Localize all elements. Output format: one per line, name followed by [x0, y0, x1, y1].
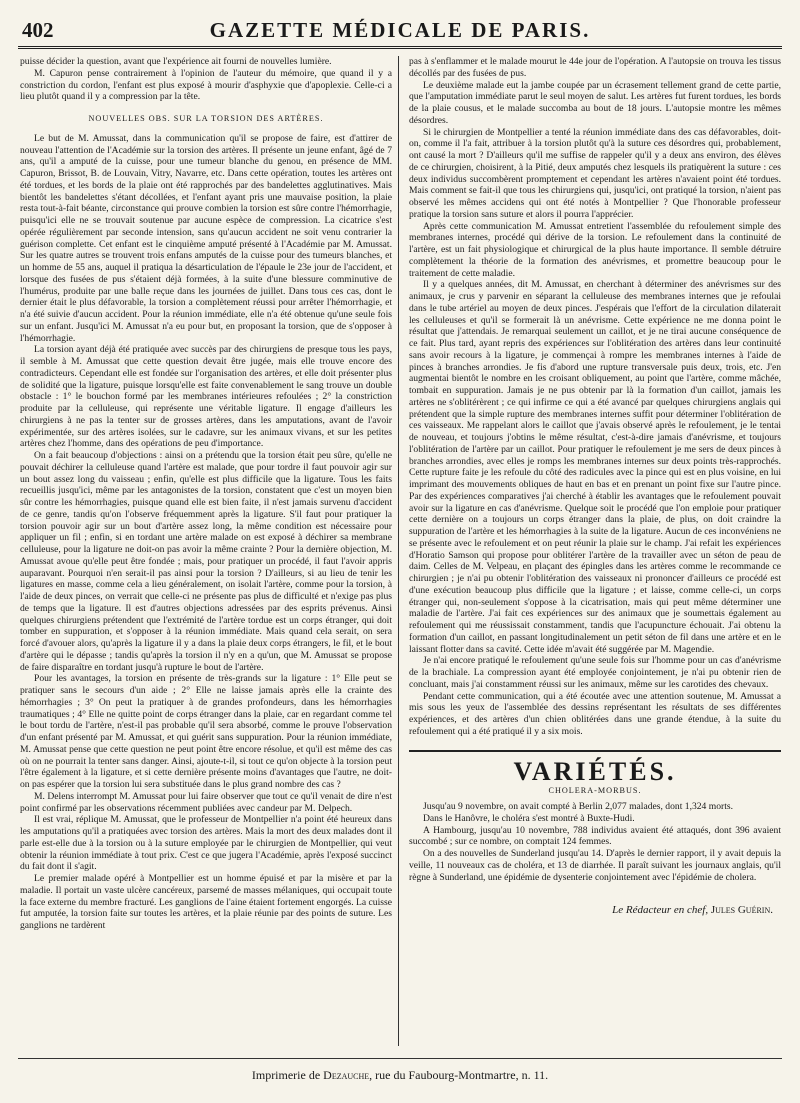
paragraph: Pour les avantages, la torsion en présente de très-grands sur la ligature : 1° Elle peut se pratiquer sans le secours d'un aide ; 2° Elle ne laisse jamais après elle la crainte des hémorrhagies ; 3° On peut la pratiquer à de grandes profondeurs, dans les hémorrhagies traumatiques ; 4° Elle ne quitte point de corps étranger dans la plaie, car en regardant comme tel le bout tordu de l'artère, n'est-il pas probable qu'il sera absorbé, comme le prouve l'observation d'un enfant présenté par M. Amussat, et qui guérit sans suppuration. Pour la réunion immédiate, M. Amussat pense que cette question ne peut point être encore résolue, et qu'il est même des cas où on ne pourrait la tenter sans danger. Ainsi, ajoute-t-il, si tout ce qu'on objecte à la torsion peut l'être également à la ligature, et si cette dernière présente moins d'avantages que l'autre, ne doit-on pas espérer que la torsion lui sera substituée dans le plus grand nombre des cas ?: [20, 673, 392, 790]
news-item: A Hambourg, jusqu'au 10 novembre, 788 individus avaient été attaqués, dont 396 avaient succombé ; sur ce nombre, on comptait 124 femmes.: [409, 824, 781, 848]
printer-footer: [0, 1068, 800, 1083]
editor-name: Jules Guérin.: [710, 904, 773, 917]
news-item: Dans le Hanôvre, le choléra s'est montré à Buxte-Hudi.: [423, 812, 635, 824]
paragraph: M. Delens interrompt M. Amussat pour lui faire observer que tout ce qu'il venait de dire n'est point confirmé par les observations récemment publiées avec candeur par M. Delpech.: [20, 790, 392, 814]
paragraph: Le but de M. Amussat, dans la communication qu'il se propose de faire, est d'attirer de nouveau l'attention de l'Académie sur la torsion des artères. Il présente un jeune enfant, âgé de 7 ans, qu'il a amputé de la cuisse, pour une tumeur blanche du genou, en présence de MM. Capuron, Brissot, B. de Louvain, Vitry, Navarre, etc. Dans cette opération, toutes les artères ont été tordues, et les bords de la plaie ont été rapprochés par des bandelettes agglutinatives. Mais bientôt les bandelettes s'étant décollées, et l'enfant ayant pris une mauvaise position, la plaie resta tout-à-fait béante, circonstance qui prouve combien la torsion est sûre contre l'hémorrhagie, puisqu'ici elle ne se trouvait soutenue par aucune espèce de compression. La cicatrice s'est opérée régulièrement par seconde intension, sans qu'aucun accident ne soit venu contrarier la guérison complette. Cet enfant est le cinquième amputé présenté à l'Académie par M. Amussat. Sur les quatre autres se trouvent trois enfans amputés de la cuisse pour des tumeurs blanches, et un homme de 55 ans, auquel il pratiqua la désarticulation de l'épaule le 23e jour de l'accident, et lorsque des fusées de pus s'étaient déjà formées, à la suite d'une blessure comminutive de l'humérus, produite par une balle reçue dans les journées de juillet. Dans tous ces cas, dont le dernier était le plus défavorable, la torsion a complètement réussi pour arrêter l'hémorrhagie, et n'a été suivie d'aucun accident. Pour la réunion immédiate, elle n'a été obtenue qu'une seule fois sur un enfant. Jusqu'ici M. Amussat n'a eu pour but, en proposant la torsion, que de s'opposer à l'hémorrhagie.: [20, 132, 392, 344]
paragraph: Pendant cette communication, qui a été écoutée avec une attention soutenue, M. Amussat a mis sous les yeux de l'assemblée des dessins représentant les résultats de ses différentes expériences, et des artères d'un chien oblitérées dans une grande étendue, à la suite du refoulement qui a été pratiqué il y a six mois.: [409, 690, 781, 737]
printer-address: , rue du Faubourg-Montmartre, n. 11.: [369, 1068, 549, 1082]
section-divider: [409, 750, 781, 752]
paragraph: Il y a quelques années, dit M. Amussat, en cherchant à déterminer des anévrismes sur des animaux, je crus y parvenir en séparant la celluleuse des membranes internes que je refoulai dans le tube artériel au moyen de deux pinces. J'espérais que l'effort de la circulation dilaterait les celluleuses et qu'il se formerait là un anévrisme. Cette expérience ne me donna point le résultat que j'attendais. Je remarquai seulement un caillot, et je ne tirai aucune conséquence de ce fait. Plus tard, ayant repris des expériences sur l'oblitération des artères dans leur continuité sans avoir recours à la ligature, je commençai à rompre les membranes internes à l'aide de pinces à branches arrondies. Je fis d'abord une rupture transversale puis deux, trois, etc. J'en augmentai bientôt le nombre en les croisant obliquement, au point que l'artère, comme mâchée, tombait en suppuration. Jamais je ne pus obtenir par là la formation d'un caillot, jamais les artères ne s'oblitérèrent ; ce qui infirme ce qui a été avancé par quelques chirurgiens anglais qui prétendent que la simple rupture des membranes internes suffit pour déterminer l'oblitération de ces vaisseaux. Me rappelant alors le caillot que j'avais observé après le refoulement, je le tentai de nouveau, et toujours j'obtins le même résultat, c'est-à-dire jamais d'anévrisme, et toujours l'oblitération de l'artère par un caillot. Pour pratiquer le refoulement je me sers de deux pinces à branches arrondies, avec elles je romps les membranes internes sur deux points très-rapprochés. Cette rupture faite je les refoule du côté des radicules avec la pince qui est en plus voisine, en lui imprimant des mouvements obliques de haut en bas et en prenant un point fixe sur l'autre pince. Par des expériences comparatives j'ai cherché à établir les avantages que le refoulement pouvait avoir sur la ligature en cas d'anévrisme. Quelque soit le procédé que l'on emploie pour pratiquer cette dernière on a toujours un corps étranger dans la plaie, de plus, on doit craindre la suppuration de l'artère et les hémorrhagies à la suite de la ligature. Aucun de ces inconvéniens ne se présente avec le refoulement et on peut réunir la plaie sur le champ. J'ai refait les expériences d'Horatio Samson qui propose pour oblitérer l'artère de la travailler avec un séton de peau de daim. Celles de M. Velpeau, en plaçant des épingles dans les artères comme le recommande ce chirurgien ; je n'ai pu obtenir l'oblitération des vaisseaux ni prononcer d'ailleurs ce procédé est d'une exécution beaucoup plus difficile que la ligature ; et laisse, comme celle-ci, un corps étranger qui, non-seulement s'oppose à la cicatrisation, mais qui peut même déterminer une maladie de l'artère. J'ai fait ces expériences sur des animaux que je soumettais également au refoulement qui me réussissait constamment, tandis que l'acupuncture échouait. J'ai obtenu la formation d'un caillot, en passant longitudinalement un petit séton de fil dans une artère et en le laissant flotter dans sa cavité. Cette idée m'avait été suggérée par M. Magendie.: [409, 279, 781, 655]
footer-prefix: Imprimerie de: [251, 1068, 321, 1082]
page-header: [18, 14, 782, 49]
page-number: 402: [22, 18, 54, 42]
paragraph: Le deuxième malade eut la jambe coupée par un écrasement tellement grand de cette partie, que l'amputation immédiate parut le seul moyen de salut. Les artères fut furent tordues, les bords de la plaie cousus, et le malade succomba au bout de 18 jours. L'autopsie montre les mêmes désordres.: [409, 79, 781, 126]
paragraph: Je n'ai encore pratiqué le refoulement qu'une seule fois sur l'homme pour un cas d'anévrisme de la brachiale. La compression ayant été employée conjointement, je n'ai pu obtenir rien de concluant, mais j'ai constamment réussi sur les animaux, même sur les carotides des chevaux.: [409, 655, 781, 690]
footer-divider: [18, 1058, 782, 1059]
paragraph: M. Capuron pense contrairement à l'opinion de l'auteur du mémoire, que quand il y a constriction du cordon, l'enfant est plus exposé à mourir d'asphyxie que d'apoplexie. Celle-ci a lieu plutôt quand il y a compression par la tête.: [20, 67, 392, 103]
editor-prefix: Le Rédacteur en chef,: [612, 904, 709, 917]
right-column: [409, 56, 781, 1046]
cholera-subheading: CHOLERA-MORBUS.: [548, 786, 642, 796]
paragraph: Le premier malade opéré à Montpellier est un homme épuisé et par la misère et par la maladie. Il portait un vaste ulcère cancéreux, parsemé de masses mélaniques, qui occupait toute la face externe du membre fracturé. Les ganglions de l'aine étaient fortement engorgés. La cuisse fut amputée, la torsion faite sur toutes les artères, et la plaie réunie par des points de suture. Les ganglions ne tardèrent: [20, 873, 392, 931]
column-divider: [398, 56, 399, 1046]
paragraph: On a fait beaucoup d'objections : ainsi on a prétendu que la torsion était peu sûre, qu'elle ne pouvait déchirer la celluleuse quand l'artère est malade, que pour tordre il faut pouvoir agir sur un bout assez long du vaisseau ; enfin, qu'elle est plus difficile que la ligature. Tous les faits recueillis jusqu'ici, même par les antagonistes de la torsion, constatent que c'est un moyen bien sûr contre les hémorrhagies, puisque quand elle est bien faite, il n'est jamais survenu d'accident de ce genre, tandis qu'on l'observe fréquemment après la ligature. S'il faut pour pratiquer la torsion pouvoir agir sur un bout d'artère assez long, la même condition est nécessaire pour appliquer un fil ; enfin, si en tordant une artère malade on est exposé à déchirer sa membrane celluleuse, pour la ligature ne doit-on pas avoir la même crainte ? Pour la dernière objection, M. Amussat avoue qu'elle peut être fondée ; mais, pour pratiquer un procédé, il faut l'avoir appris auparavant. Pourquoi n'en serait-il pas ainsi pour la torsion ? D'ailleurs, si au lieu de tenir les ligatures en masse, comme cela a lieu généralement, on isolait l'artère, comme pour la torsion, à l'aide de deux pinces, on verrait que celle-ci ne présente pas plus de difficulté et n'exige pas plus de temps que la ligature. Il est d'autres objections adressées par des esprits prévenus. Ainsi quelques chirurgiens prétendent que l'extrémité de l'artère tordue est un corps étranger, qui doit tomber en suppuration, et s'opposer à la réunion immédiate. Mais quand cela serait, on sera forcé d'avouer alors, qu'après la ligature il y a dans la plaie deux corps étrangers, le fil, et le bout d'artère qui le dépasse ; tandis qu'après la torsion il n'y en a qu'un, que M. Amussat se propose de faire disparaître en tordant jusqu'à rupture le bout de l'artère.: [20, 450, 392, 673]
paragraph: puisse décider la question, avant que l'expérience ait fourni de nouvelles lumière.: [20, 56, 332, 67]
news-item: On a des nouvelles de Sunderland jusqu'au 14. D'après le dernier rapport, il y avait depuis la veille, 11 nouveaux cas de choléra, et 13 de diarrhée. Il paraît suivant les journaux anglais, qu'il règne à Sunderland, une épidémie de dysenterie conjointement avec l'épidémie de cholera.: [409, 848, 781, 883]
section-heading: NOUVELLES OBS. SUR LA TORSION DES ARTÈRES.: [88, 114, 324, 123]
editor-signature: [409, 905, 781, 917]
left-column: [20, 56, 392, 1046]
printer-name: Dezauche: [323, 1068, 370, 1082]
paragraph: Après cette communication M. Amussat entretient l'assemblée du refoulement simple des membranes internes, procédé qui dérive de la torsion. Le refoulement dans la continuité de l'artère, est un fait physiologique et chirurgical de la plus haute importance. Il semble détruire complètement la théorie de la formation des anévrismes, et promettre beaucoup pour le traitement de cette maladie.: [409, 220, 781, 279]
varietes-title: VARIÉTÉS.: [513, 756, 677, 786]
paragraph: La torsion ayant déjà été pratiquée avec succès par des chirurgiens de presque tous les pays, il semble à M. Amussat que cette question devait être jugée, mais elle trouve encore des contradicteurs. Cependant elle est fondée sur l'organisation des artères, et elle doit présenter plus de solidité que la ligature, puisque lorsqu'elle est faite convenablement le sang trouve un double obstacle : 1° le bouchon formé par les membranes intérieures refoulées ; 2° la constriction produite par la celluleuse, qui représente une véritable ligature. Il engage d'ailleurs les chirurgiens à ne pas la tenter sur de grosses artères, dans les amputations, avant de l'avoir expérimentée, sur des artères isolées, sur le cadavre, sur les animaux vivans, et sur les petites artères chez l'homme, dans des opérations de peu d'importance.: [20, 344, 392, 450]
news-item: Jusqu'au 9 novembre, on avait compté à Berlin 2,077 malades, dont 1,324 morts.: [423, 801, 734, 812]
paragraph: Il est vrai, réplique M. Amussat, que le professeur de Montpellier n'a point été heureux dans les amputations qu'il a pratiquées avec torsion des artères. Mais la mort des deux malades dont il parle est-elle due à la torsion ou à la suture employée par le chirurgien de Montpellier, qui veut obtenir la réunion immédiate à tout prix. C'est ce que jugera l'Académie, après l'exposé succinct du fait dont il s'agit.: [20, 814, 392, 873]
masthead-title: GAZETTE MÉDICALE DE PARIS.: [209, 18, 591, 42]
paragraph: pas à s'enflammer et le malade mourut le 44e jour de l'opération. A l'autopsie on trouva les tissus décollés par des fusées de pus.: [409, 56, 781, 79]
paragraph: Si le chirurgien de Montpellier a tenté la réunion immédiate dans des cas défavorables, doit-on, comme il l'a fait, attribuer à la torsion plutôt qu'à la suture ces désordres qui, probablement, ont causé la mort ? D'ailleurs qu'il me suffise de rappeler qu'il y a deux ans environ, des élèves de ce chirurgien, choisirent, à la Pitié, deux amputés chez lesquels ils pratiquèrent la suture : ces deux individus succombèrent promptement et cependant les artères n'avaient point été tordues. Mais comment se fait-il que tous les chirurgiens qui, jusqu'ici, ont pratiqué la torsion, n'aient pas observé les mêmes accidens qui ont été notés à Montpellier ? Que l'honorable professeur pratique la torsion sans suture et alors il pourra l'apprécier.: [409, 126, 781, 220]
